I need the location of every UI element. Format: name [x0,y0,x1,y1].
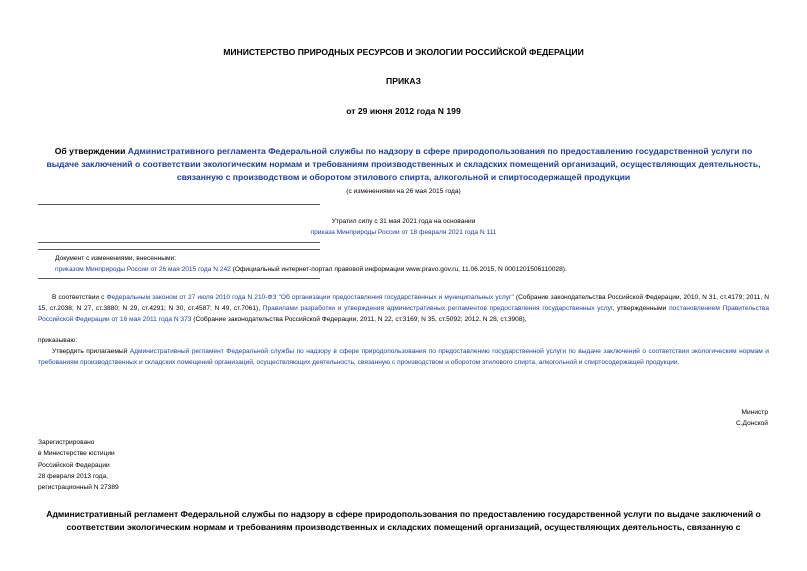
approve-text: . [677,359,680,366]
regulation-link[interactable]: Административный регламент Федеральной службы по надзору в сфере природопользования по предоставлению государственной услуги по выдаче заключений о соответствии экологическим нормам и требованиям производственных и складских помещений организаций, осуществляющих деятельность, связанную с производством и оборотом этилового спирта, алкогольной и спиртосодержащей продукции [38,348,769,366]
orders-word: приказываю: [38,337,78,344]
divider [38,242,320,243]
government-decree-link[interactable]: постановлением Правительства Российской Федерации от 16 мая 2011 года N 373 [38,305,770,323]
approve-paragraph [38,346,769,368]
doc-changes-source: (Официальный интернет-портал правовой информации www.pravo.gov.ru, 11.06.2015, N 0001201506110028). [230,266,567,273]
ministry-heading: МИНИСТЕРСТВО ПРИРОДНЫХ РЕСУРСОВ И ЭКОЛОГИИ РОССИЙСКОЙ ФЕДЕРАЦИИ [223,47,584,57]
lost-force-text: Утратил силу с 31 мая 2021 года на основании [331,218,476,225]
federal-law-link[interactable]: Федеральным законом от 27 июля 2010 года N 210-ФЗ "Об организации предоставления государственных и муниципальных услуг" [106,294,514,301]
lost-force-block [0,216,807,238]
signer-block [680,407,768,429]
registration-line: регистрационный N 27389 [38,484,119,492]
doc-changes-block [55,253,775,275]
title-prefix: Об утверждении [54,146,128,156]
registration-line: Российской Федерации [38,461,110,469]
appendix-title: Административный регламент Федеральной службы по надзору в сфере природопользования по предоставлению государственной услуги по выдаче заключений о соответствии экологическим нормам и требованиям производственных и складских помещений организаций, осуществляющих деятельность, связанную с [46,509,761,532]
doc-changes-label: Документ с изменениями, внесенными: [55,255,177,262]
signer-name: С.Донской [735,420,768,427]
signer-position: Министр [741,409,768,416]
changes-note: (с изменениями на 26 мая 2015 года) [346,188,461,195]
approve-text: Утвердить прилагаемый [52,348,130,355]
divider [38,278,320,279]
preamble-text: В соответствии с [52,294,107,301]
lost-force-link[interactable]: приказа Минприроды России от 18 февраля 2021 года N 111 [310,229,497,236]
title-regulation-link[interactable]: Административного регламента Федеральной службы по надзору в сфере природопользования по предоставлению государственной услуги по выдаче заключений о соответствии экологическим нормам и требованиям производственных и складских помещений организаций, осуществляющих деятельность, связанную с производством и оборотом этилового спирта, алкогольной и спиртосодержащей продукции [46,146,761,182]
divider [38,249,320,250]
registration-block [38,437,238,493]
registration-line: 28 февраля 2013 года, [38,472,108,480]
preamble-paragraph [38,292,769,325]
preamble-text: (Собрание законодательства Российской Федерации, 2010, N 31, ст.4179; 2011, N 15, ст.2038; N 27, ст.3880; N 29, ст.4291; N 30, ст.4587; N 49, ст.7061), [38,294,769,312]
document-title [38,145,769,184]
doc-changes-link[interactable]: приказом Минприроды России от 26 мая 2015 года N 242 [55,266,231,273]
registration-line: Зарегистрировано [38,439,95,446]
preamble-text: (Собрание законодательства Российской Федерации, 2011, N 22, ст.3169; N 35, ст.5092; 2012, N 28, ст.3908), [191,316,527,323]
preamble-text: , утвержденными [612,305,670,312]
rules-link[interactable]: Правилами разработки и утверждения административных регламентов предоставления государственных услуг [262,305,613,312]
date-number-heading: от 29 июня 2012 года N 199 [346,106,461,116]
divider [38,204,320,205]
registration-line: в Министерстве юстиции [38,450,115,458]
doc-type-heading: ПРИКАЗ [386,76,421,86]
